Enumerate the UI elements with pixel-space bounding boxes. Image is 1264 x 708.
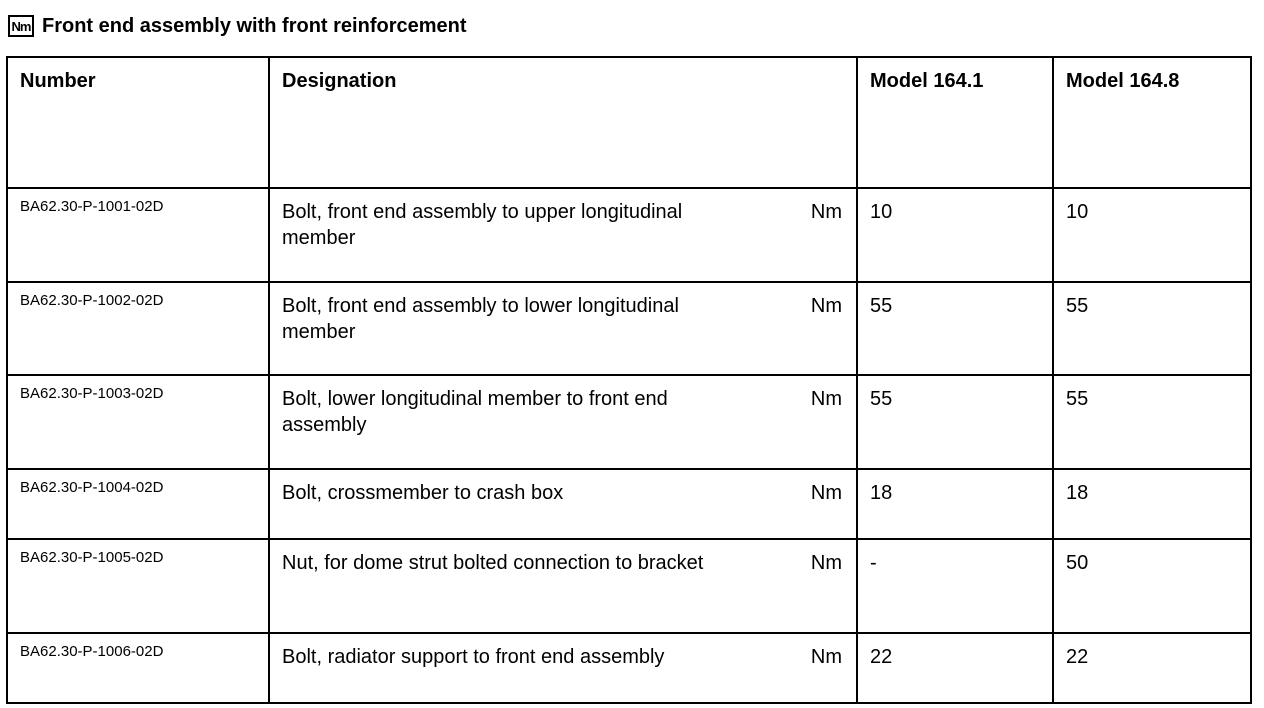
column-header-model-164-1: Model 164.1 — [857, 57, 1053, 188]
table-row — [7, 633, 1251, 703]
row-number: BA62.30-P-1006-02D — [7, 633, 269, 703]
row-value-model-164-1: 55 — [857, 282, 1053, 375]
row-designation-cell — [269, 469, 857, 539]
row-number: BA62.30-P-1002-02D — [7, 282, 269, 375]
row-designation: Bolt, crossmember to crash box — [282, 482, 564, 504]
row-value-model-164-1: - — [857, 539, 1053, 633]
row-designation: Nut, for dome strut bolted connection to bracket — [282, 552, 704, 574]
row-designation-cell — [269, 539, 857, 633]
row-unit: Nm — [810, 482, 842, 504]
row-number: BA62.30-P-1005-02D — [7, 539, 269, 633]
row-designation-cell — [269, 633, 857, 703]
table-row — [7, 469, 1251, 539]
row-designation-cell — [269, 282, 857, 375]
row-value-model-164-1: 18 — [857, 469, 1053, 539]
row-designation: Bolt, lower longitudinal member to front end assembly — [282, 388, 668, 436]
column-header-model-164-8: Model 164.8 — [1053, 57, 1251, 188]
row-unit: Nm — [810, 388, 842, 410]
row-unit: Nm — [810, 552, 842, 574]
torque-nm-icon: Nm — [8, 15, 34, 37]
row-designation: Bolt, front end assembly to lower longitudinal member — [282, 295, 679, 343]
column-header-number: Number — [7, 57, 269, 188]
row-designation: Bolt, front end assembly to upper longitudinal member — [282, 201, 683, 249]
row-unit: Nm — [810, 646, 842, 668]
table-row — [7, 282, 1251, 375]
row-value-model-164-8: 55 — [1053, 282, 1251, 375]
row-value-model-164-8: 55 — [1053, 375, 1251, 469]
row-value-model-164-8: 18 — [1053, 469, 1251, 539]
page-header — [8, 12, 467, 40]
row-unit: Nm — [810, 201, 842, 223]
row-number: BA62.30-P-1001-02D — [7, 188, 269, 282]
table-header-row — [7, 57, 1251, 188]
torque-table — [6, 56, 1252, 704]
row-value-model-164-1: 22 — [857, 633, 1053, 703]
row-value-model-164-1: 55 — [857, 375, 1053, 469]
row-value-model-164-8: 10 — [1053, 188, 1251, 282]
row-designation-cell — [269, 188, 857, 282]
row-value-model-164-8: 22 — [1053, 633, 1251, 703]
row-designation-cell — [269, 375, 857, 469]
column-header-designation: Designation — [269, 57, 857, 188]
table-row — [7, 375, 1251, 469]
row-value-model-164-8: 50 — [1053, 539, 1251, 633]
page-title: Front end assembly with front reinforcement — [42, 15, 467, 37]
row-number: BA62.30-P-1003-02D — [7, 375, 269, 469]
table-row — [7, 188, 1251, 282]
table-row — [7, 539, 1251, 633]
row-designation: Bolt, radiator support to front end assembly — [282, 646, 665, 668]
row-unit: Nm — [810, 295, 842, 317]
row-value-model-164-1: 10 — [857, 188, 1053, 282]
row-number: BA62.30-P-1004-02D — [7, 469, 269, 539]
